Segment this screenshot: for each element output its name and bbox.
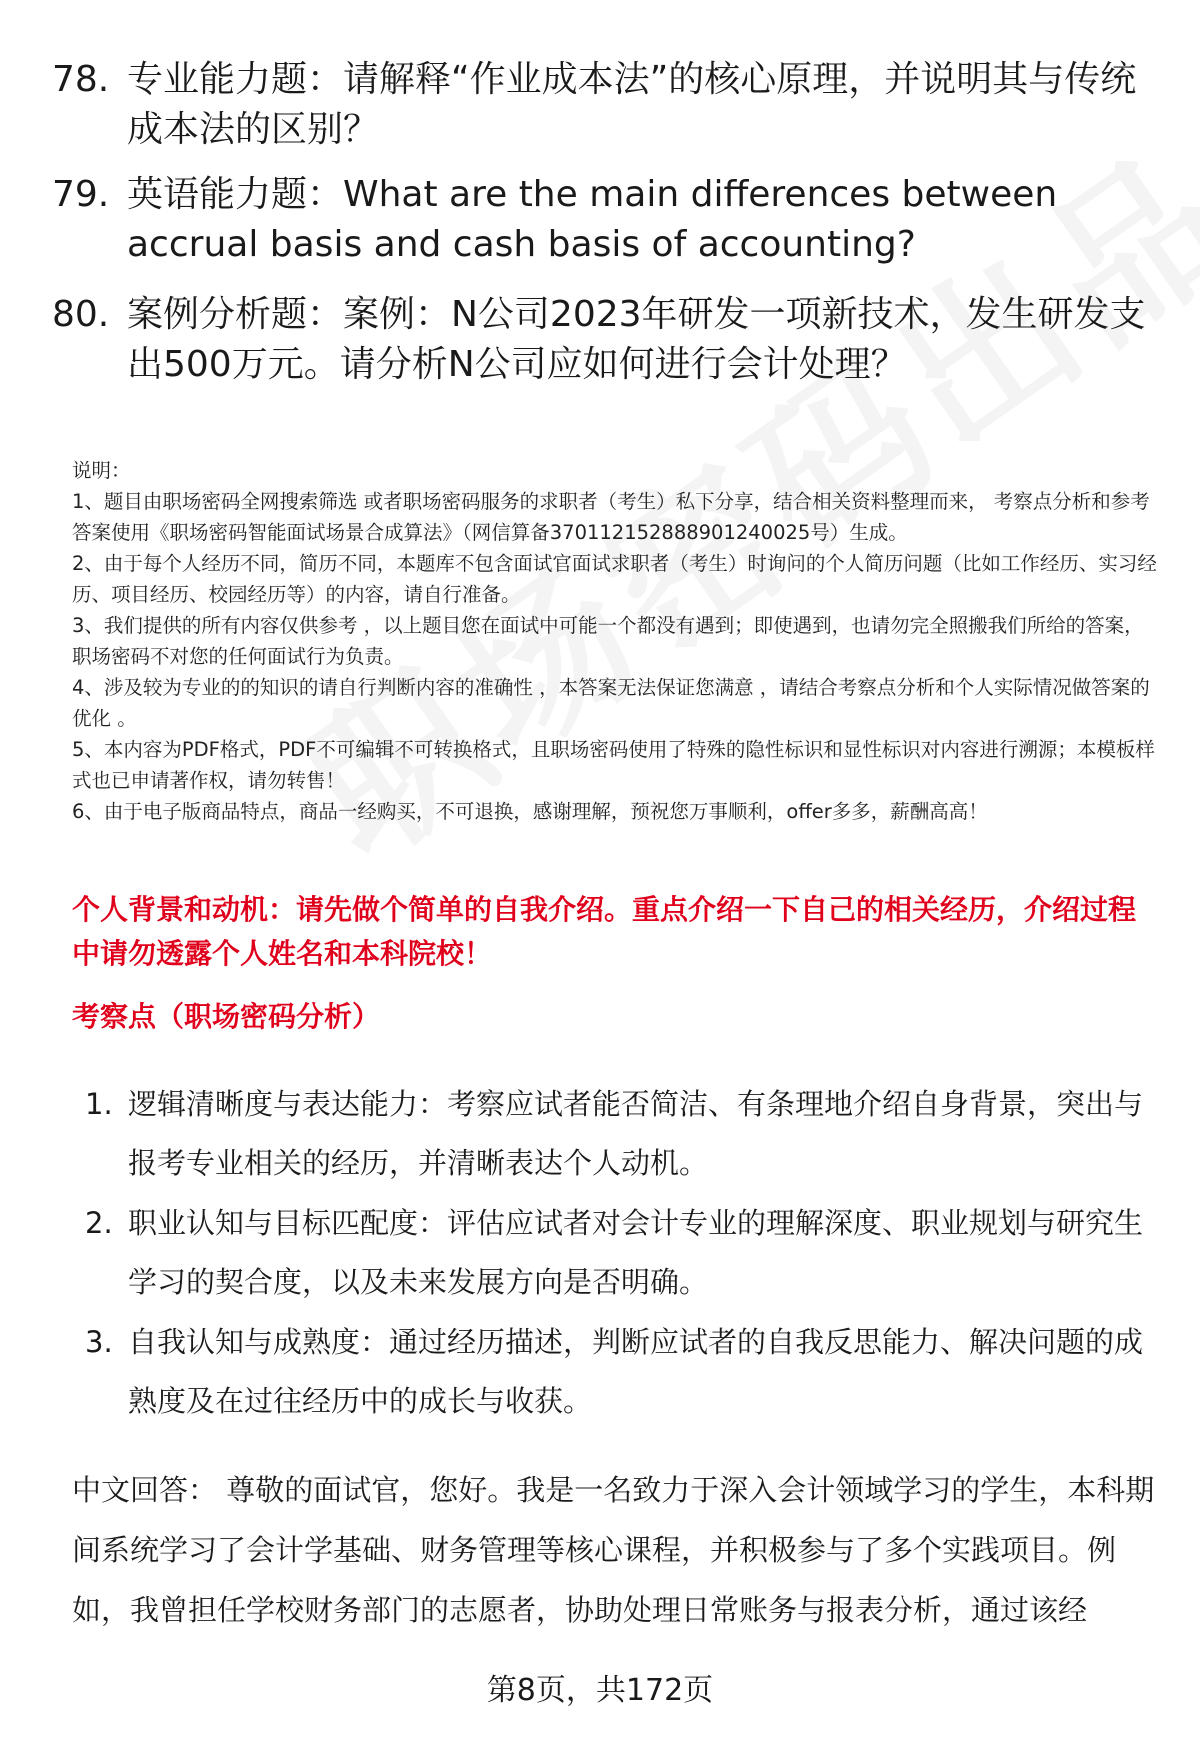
question-text: 案例分析题：案例：N公司2023年研发一项新技术，发生研发支出500万元。请分析N公司应如何进行会计处理？ bbox=[127, 294, 1146, 385]
question-number: 78. bbox=[52, 59, 110, 100]
analysis-points bbox=[85, 1075, 1165, 1432]
answer-text: 尊敬的面试官，您好。我是一名致力于深入会计领域学习的学生，本科期间系统学习了会计学基础、财务管理等核心课程，并积极参与了多个实践项目。例如，我曾担任学校财务部门的志愿者，协助处理日常账务与报表分析，通过该经 bbox=[72, 1473, 1155, 1627]
point-number: 1. bbox=[85, 1087, 113, 1121]
question-78 bbox=[52, 55, 1162, 155]
question-80 bbox=[52, 290, 1162, 390]
question-text: 英语能力题：What are the main differences between accrual basis and cash basis of accounting? bbox=[127, 174, 1058, 265]
point-number: 2. bbox=[85, 1206, 113, 1240]
analysis-heading: 考察点（职场密码分析） bbox=[72, 1000, 381, 1033]
note-item: 5、本内容为PDF格式，PDF不可编辑不可转换格式，且职场密码使用了特殊的隐性标识和显性标识对内容进行溯源；本模板样式也已申请著作权，请勿转售！ bbox=[72, 738, 1155, 792]
point-number: 3. bbox=[85, 1325, 113, 1359]
question-number: 79. bbox=[52, 174, 110, 215]
point-text: 逻辑清晰度与表达能力：考察应试者能否简洁、有条理地介绍自身背景，突出与报考专业相关的经历，并清晰表达个人动机。 bbox=[128, 1087, 1144, 1180]
point-text: 自我认知与成熟度：通过经历描述，判断应试者的自我反思能力、解决问题的成熟度及在过往经历中的成长与收获。 bbox=[128, 1325, 1144, 1418]
answer-paragraph bbox=[72, 1460, 1162, 1640]
list-item bbox=[85, 1075, 1165, 1193]
point-text: 职业认知与目标匹配度：评估应试者对会计专业的理解深度、职业规划与研究生学习的契合度，以及未来发展方向是否明确。 bbox=[128, 1206, 1144, 1299]
page-footer: 第8页，共172页 bbox=[486, 1673, 714, 1708]
notes-title: 说明： bbox=[72, 459, 131, 482]
note-item: 1、题目由职场密码全网搜索筛选 或者职场密码服务的求职者（考生）私下分享，结合相关资料整理而来， 考察点分析和参考答案使用《职场密码智能面试场景合成算法》（网信算备370112152888901240025号）生成。 bbox=[72, 490, 1150, 544]
section-question: 个人背景和动机：请先做个简单的自我介绍。重点介绍一下自己的相关经历，介绍过程中请勿透露个人姓名和本科院校！ bbox=[72, 893, 1137, 970]
note-item: 6、由于电子版商品特点，商品一经购买，不可退换，感谢理解，预祝您万事顺利，offer多多，薪酬高高！ bbox=[72, 800, 988, 823]
note-item: 3、我们提供的所有内容仅供参考 ，以上题目您在面试中可能一个都没有遇到；即使遇到，也请勿完全照搬我们所给的答案，职场密码不对您的任何面试行为负责。 bbox=[72, 614, 1144, 668]
list-item bbox=[85, 1194, 1165, 1312]
question-text: 专业能力题：请解释“作业成本法”的核心原理，并说明其与传统成本法的区别？ bbox=[127, 59, 1137, 150]
list-item bbox=[85, 1313, 1165, 1431]
question-79 bbox=[52, 170, 1162, 270]
notes-section bbox=[72, 455, 1162, 827]
answer-label: 中文回答： bbox=[72, 1473, 218, 1507]
note-item: 2、由于每个人经历不同，简历不同，本题库不包含面试官面试求职者（考生）时询问的个人简历问题（比如工作经历、实习经历、项目经历、校园经历等）的内容，请自行准备。 bbox=[72, 552, 1157, 606]
note-item: 4、涉及较为专业的的知识的请自行判断内容的准确性 ，本答案无法保证您满意 ，请结合考察点分析和个人实际情况做答案的优化 。 bbox=[72, 676, 1150, 730]
question-number: 80. bbox=[52, 294, 110, 335]
